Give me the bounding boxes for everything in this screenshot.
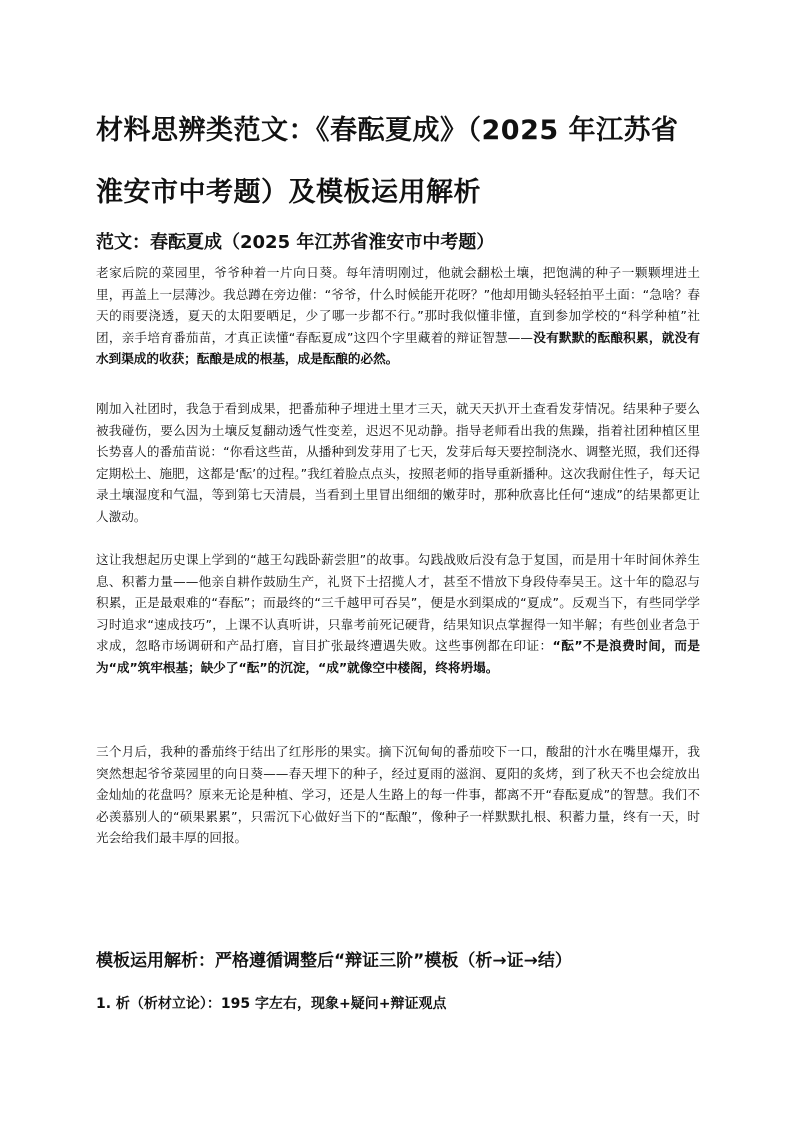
analysis-point-1: 1. 析（析材立论）：195 字左右，现象+疑问+辩证观点 (96, 996, 447, 1012)
essay-paragraph-2 (96, 398, 700, 527)
paragraph-text: 这让我想起历史课上学到的“越王勾践卧薪尝胆”的故事。勾践战败后没有急于复国，而是用十年时间休养生息、积蓄力量——他亲自耕作鼓励生产，礼贤下士招揽人才，甚至不惜放下身段侍奉吴王。这十年的隐忍与积累，正是最艰难的“春酝”；而最终的“三千越甲可吞吴”，便是水到渠成的“夏成”。反观当下，有些同学学习时追求“速成技巧”，上课不认真听讲，只靠考前死记硬背，结果知识点掌握得一知半解；有些创业者急于求成，忽略市场调研和产品打磨，盲目扩张最终遭遇失败。这些事例都在印证： (96, 552, 700, 653)
paragraph-text: 三个月后，我种的番茄终于结出了红彤彤的果实。摘下沉甸甸的番茄咬下一口，酸甜的汁水在嘴里爆开，我突然想起爷爷菜园里的向日葵——春天埋下的种子，经过夏雨的滋润、夏阳的炙烤，到了秋天不也会绽放出金灿灿的花盘吗？原来无论是种植、学习，还是人生路上的每一件事，都离不开“春酝夏成”的智慧。我们不必羡慕别人的“硕果累累”，只需沉下心做好当下的“酝酿”，像种子一样默默扎根、积蓄力量，终有一天，时光会给我们最丰厚的回报。 (96, 744, 700, 845)
paragraph-text: 刚加入社团时，我急于看到成果，把番茄种子埋进土里才三天，就天天扒开土查看发芽情况。结果种子要么被我碰伤，要么因为土壤反复翻动透气性变差，迟迟不见动静。指导老师看出我的焦躁，指着社团种植区里长势喜人的番茄苗说：“你看这些苗，从播种到发芽用了七天，发芽后每天要控制浇水、调整光照，我们还得定期松土、施肥，这都是‘酝’的过程。”我红着脸点点头，按照老师的指导重新播种。这次我耐住性子，每天记录土壤湿度和气温，等到第七天清晨，当看到土里冒出细细的嫩芽时，那种欣喜比任何“速成”的结果都更让人激动。 (96, 401, 700, 524)
essay-heading: 范文：春酝夏成（2025 年江苏省淮安市中考题） (96, 232, 495, 253)
page-title: 材料思辨类范文：《春酝夏成》（2025 年江苏省淮安市中考题）及模板运用解析 (96, 115, 679, 208)
essay-paragraph-1 (96, 262, 700, 370)
paragraph-emphasis: 没有默默的酝酿积累，就没有水到渠成的收获；酝酿是成的根基，成是酝酿的必然。 (96, 329, 700, 366)
paragraph-emphasis: “酝”不是浪费时间，而是为“成”筑牢根基；缺少了“酝”的沉淀，“成”就像空中楼阁，终将坍塌。 (96, 638, 700, 675)
analysis-heading: 模板运用解析：严格遵循调整后“辩证三阶”模板（析→证→结） (96, 951, 572, 971)
paragraph-text: 老家后院的菜园里，爷爷种着一片向日葵。每年清明刚过，他就会翻松土壤，把饱满的种子一颗颗埋进土里，再盖上一层薄沙。我总蹲在旁边催：“爷爷，什么时候能开花呀？”他却用锄头轻轻拍平土面：“急啥？春天的雨要浇透，夏天的太阳要晒足，少了哪一步都不行。”那时我似懂非懂，直到参加学校的“科学种植”社团，亲手培育番茄苗，才真正读懂“春酝夏成”这四个字里藏着的辩证智慧—— (96, 265, 700, 345)
essay-paragraph-4 (96, 741, 700, 849)
essay-paragraph-3 (96, 549, 700, 678)
